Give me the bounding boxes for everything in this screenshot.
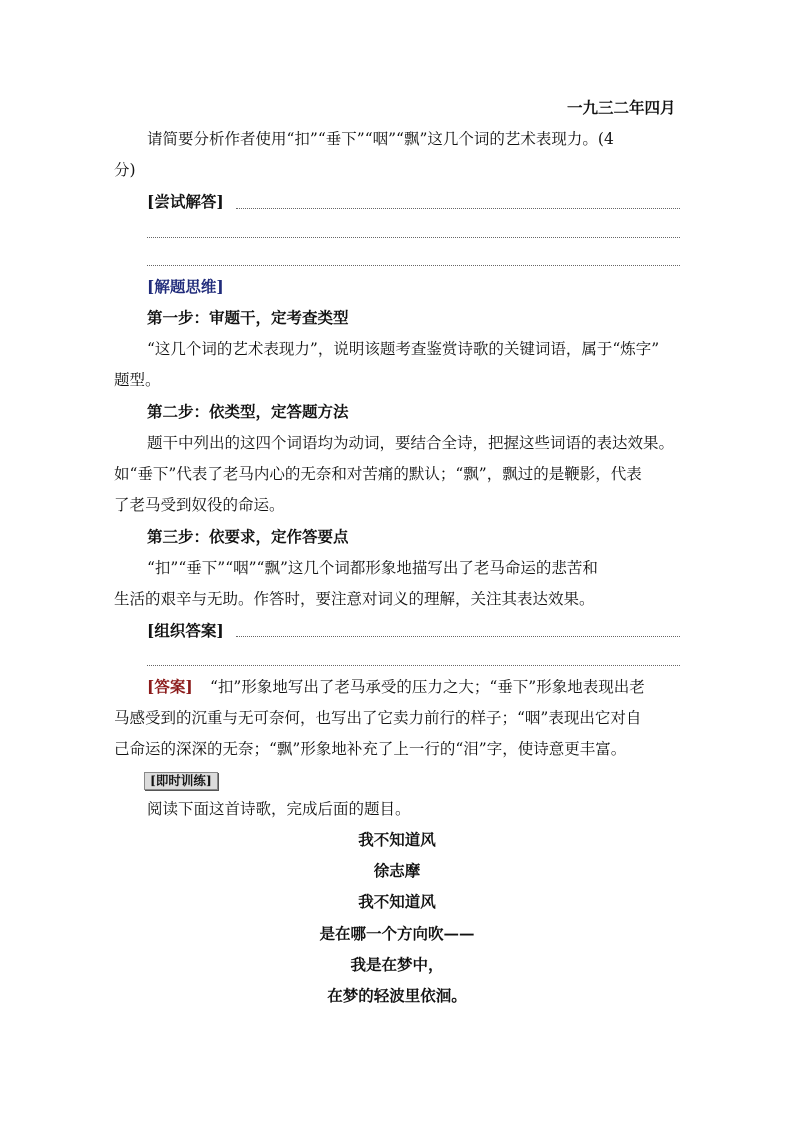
step3-text-line-2: 生活的艰辛与无助。作答时，要注意对词义的理解，关注其表达效果。 bbox=[114, 590, 595, 608]
organize-dotted-line-1 bbox=[236, 636, 680, 637]
question-line-2: 分) bbox=[114, 161, 136, 179]
step2-text-line-2: 如“垂下”代表了老马内心的无奈和对苦痛的默认；“飘”，飘过的是鞭影，代表 bbox=[114, 465, 642, 483]
answer-line-1: “扣”形象地写出了老马承受的压力之大；“垂下”形象地表现出老 bbox=[210, 678, 645, 696]
answer-dotted-line-1 bbox=[236, 208, 680, 209]
organize-answer-label: [组织答案] bbox=[147, 621, 224, 640]
practice-instruction: 阅读下面这首诗歌，完成后面的题目。 bbox=[147, 800, 411, 818]
step3-title: 第三步：依要求，定作答要点 bbox=[147, 527, 349, 546]
step1-title: 第一步：审题干，定考查类型 bbox=[147, 308, 349, 327]
step2-title: 第二步：依类型，定答题方法 bbox=[147, 402, 349, 421]
try-answer-label: [尝试解答] bbox=[147, 192, 224, 211]
step2-text-line-3: 了老马受到奴役的命运。 bbox=[114, 496, 285, 514]
answer-label: [答案] bbox=[147, 677, 193, 696]
practice-badge: [即时训练] bbox=[144, 772, 218, 790]
step1-text-line-2: 题型。 bbox=[114, 371, 161, 389]
step3-text-line-1: “扣”“垂下”“咽”“飘”这几个词都形象地描写出了老马命运的悲苦和 bbox=[147, 559, 598, 577]
poem-line: 我不知道风 bbox=[358, 892, 436, 911]
answer-line-3: 己命运的深深的无奈；“飘”形象地补充了上一行的“泪”字，使诗意更丰富。 bbox=[114, 740, 627, 758]
question-line-1: 请简要分析作者使用“扣”“垂下”“咽”“飘”这几个词的艺术表现力。(4 bbox=[147, 130, 614, 148]
thinking-label: [解题思维] bbox=[147, 277, 224, 296]
answer-dotted-line-3 bbox=[147, 265, 680, 266]
poem-line: 是在哪一个方向吹—— bbox=[319, 924, 475, 943]
poem-title: 我不知道风 bbox=[358, 830, 436, 849]
answer-dotted-line-2 bbox=[147, 237, 680, 238]
answer-line-2: 马感受到的沉重与无可奈何，也写出了它卖力前行的样子；“咽”表现出它对自 bbox=[114, 709, 642, 727]
poem-author: 徐志摩 bbox=[373, 861, 421, 880]
organize-dotted-line-2 bbox=[147, 665, 680, 666]
step2-text-line-1: 题干中列出的这四个词语均为动词，要结合全诗，把握这些词语的表达效果。 bbox=[147, 434, 675, 452]
poem-line: 在梦的轻波里依洄。 bbox=[327, 986, 467, 1005]
poem-line: 我是在梦中， bbox=[350, 955, 444, 974]
date-line: 一九三二年四月 bbox=[567, 98, 676, 117]
step1-text-line-1: “这几个词的艺术表现力”，说明该题考查鉴赏诗歌的关键词语，属于“炼字” bbox=[147, 340, 660, 358]
